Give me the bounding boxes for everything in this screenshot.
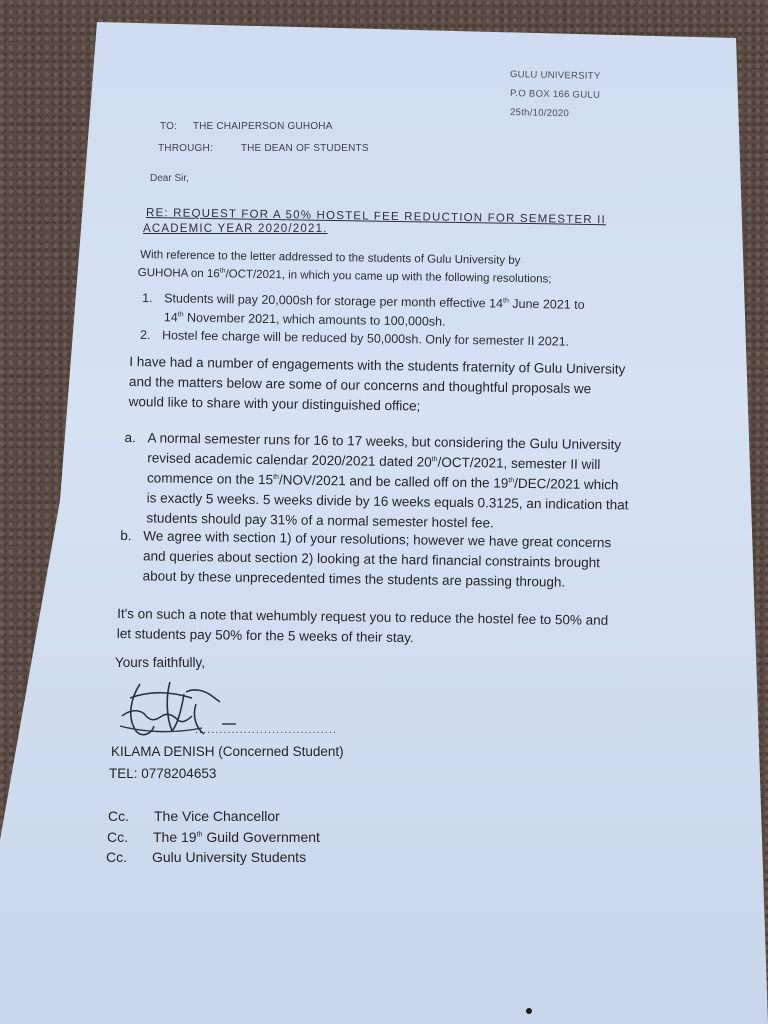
subject-text-1: RE: REQUEST FOR A 50% HOSTEL FEE REDUCTION FOR SEMESTER II: [145, 207, 607, 227]
cc-label-2: Cc.: [107, 829, 128, 845]
cc-value-1: The Vice Chancellor: [154, 808, 280, 824]
resolution-2-line-1: Hostel fee charge will be reduced by 50,000sh. Only for semester II 2021.: [161, 328, 570, 349]
signer-phone: TEL: 0778204653: [109, 766, 217, 781]
point-a: [123, 428, 629, 535]
point-a-label: a.: [124, 430, 136, 446]
cc-value-3: Gulu University Students: [152, 849, 307, 865]
point-a-line-2: revised academic calendar 2020/2021 dated 20th/OCT/2021, semester II will: [147, 450, 601, 473]
signoff: Yours faithfully,: [115, 655, 206, 670]
salutation: Dear Sir,: [150, 173, 189, 184]
resolution-1-line-1: Students will pay 20,000sh for storage per month effective 14th June 2021 to: [164, 291, 585, 312]
signer-name: KILAMA DENISH (Concerned Student): [111, 744, 344, 759]
to-value: THE CHAIPERSON GUHOHA: [192, 121, 333, 132]
through-label: THROUGH:: [158, 143, 213, 154]
address-line-2: P.O BOX 166 GULU: [509, 88, 601, 101]
point-b-line-2: and queries about section 2) looking at the hard financial constraints brought: [142, 548, 601, 571]
to-label: TO:: [160, 121, 178, 132]
intro-line-2: GUHOHA on 16th/OCT/2021, in which you came up with the following resolutions;: [137, 266, 552, 286]
subject-line-2: [143, 223, 328, 235]
closing-paragraph: [117, 604, 609, 651]
intro-paragraph: [137, 246, 552, 288]
closing-line-1: It's on such a note that wehumbly request you to reduce the hostel fee to 50% and: [117, 606, 609, 628]
point-b: [120, 526, 612, 593]
cc-row-3: [106, 849, 306, 865]
subject-text-2: ACADEMIC YEAR 2020/2021.: [143, 223, 328, 235]
cc-label-3: Cc.: [106, 849, 127, 865]
signature-line: ...................................: [195, 724, 337, 736]
through-value: THE DEAN OF STUDENTS: [240, 143, 369, 154]
through-line: [158, 143, 369, 154]
point-b-label: b.: [120, 528, 132, 544]
address-date: 25th/10/2020: [509, 107, 570, 120]
closing-line-2: let students pay 50% for the 5 weeks of their stay.: [116, 625, 414, 646]
engagement-line-2: and the matters below are some of our concerns and thoughtful proposals we: [128, 374, 592, 397]
cc-row-1: [108, 808, 280, 824]
point-a-line-4: is exactly 5 weeks. 5 weeks divide by 16 weeks equals 0.3125, an indication that: [146, 490, 629, 513]
engagement-line-1: I have had a number of engagements with the students fraternity of Gulu University: [129, 354, 626, 377]
point-a-line-3: commence on the 15th/NOV/2021 and be called off on the 19th/DEC/2021 which: [146, 470, 619, 493]
sender-address: [510, 66, 601, 123]
to-line: [160, 121, 333, 132]
point-a-line-1: A normal semester runs for 16 to 17 weeks, but considering the Gulu University: [147, 430, 622, 453]
point-a-line-5: students should pay 31% of a normal semester hostel fee.: [146, 510, 494, 531]
resolution-1-num: 1.: [142, 290, 153, 306]
handwritten-signature: [112, 676, 252, 748]
resolution-2-num: 2.: [139, 327, 151, 343]
point-b-line-3: about by these unprecedented times the students are passing through.: [142, 568, 566, 590]
resolution-1-line-2: 14th November 2021, which amounts to 100,000sh.: [163, 310, 446, 329]
ink-mark: [526, 1008, 532, 1014]
point-b-line-1: We agree with section 1) of your resolutions; however we have great concerns: [143, 528, 612, 551]
address-line-1: GULU UNIVERSITY: [509, 69, 601, 82]
cc-label-1: Cc.: [108, 808, 129, 824]
cc-row-2: [107, 829, 320, 845]
cc-value-2: The 19th Guild Government: [153, 829, 320, 845]
engagement-paragraph: [129, 352, 626, 420]
intro-line-1: With reference to the letter addressed to the students of Gulu University by: [140, 249, 521, 267]
engagement-line-3: would like to share with your distinguished office;: [128, 393, 421, 414]
